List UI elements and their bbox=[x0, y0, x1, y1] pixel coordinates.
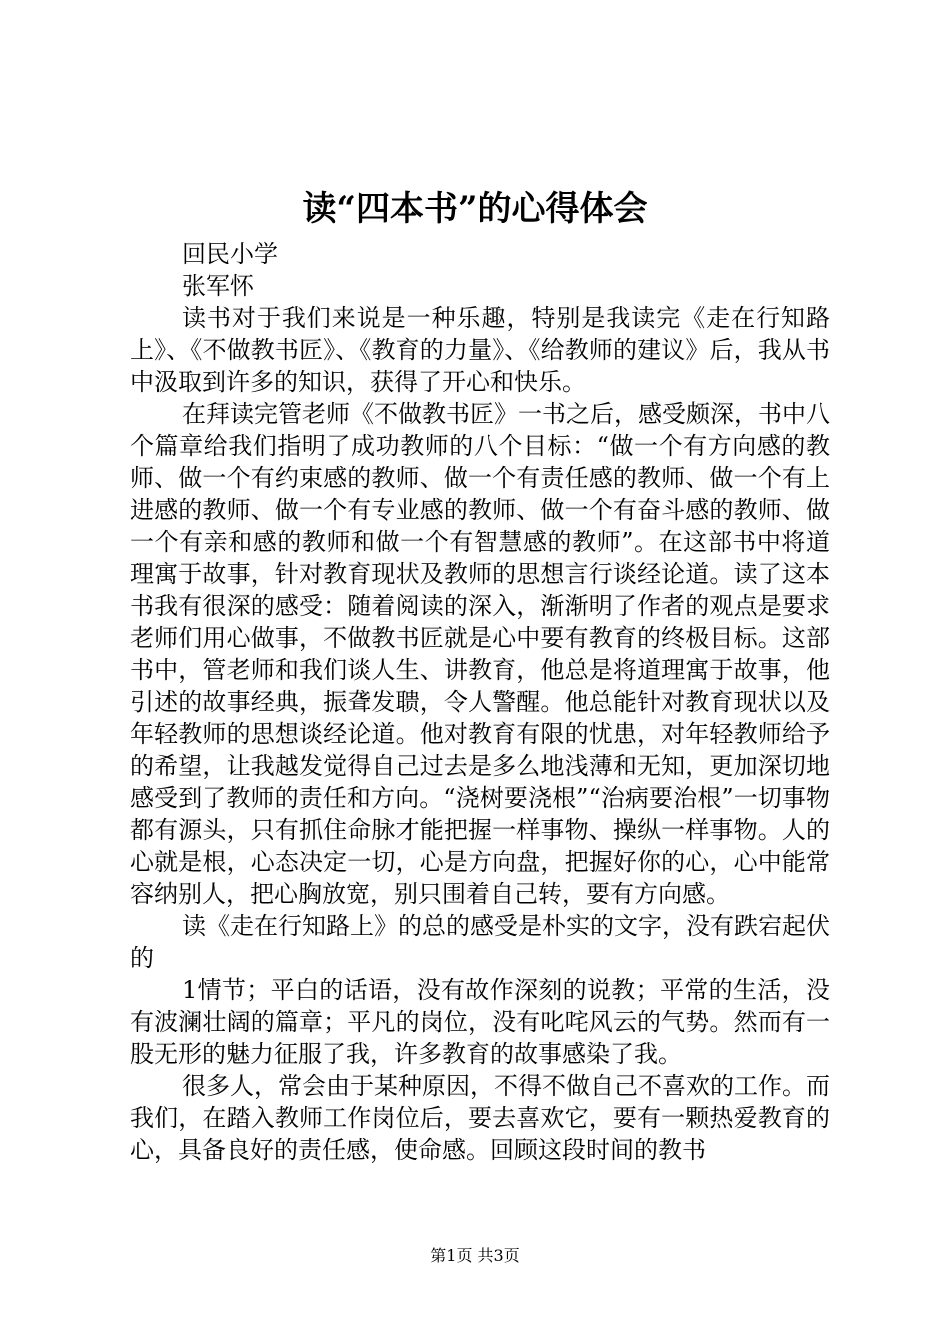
document-title: 读“四本书”的心得体会 bbox=[302, 189, 648, 229]
paragraph: 1情节；平白的话语，没有故作深刻的说教；平常的生活，没有波澜壮阔的篇章；平凡的岗位，没有叱咤风云的气势。然而有一股无形的魅力征服了我，许多教育的故事感染了我。 bbox=[130, 976, 830, 1068]
paragraph: 在拜读完管老师《不做教书匠》一书之后，感受颇深，书中八个篇章给我们指明了成功教师的八个目标：“做一个有方向感的教师、做一个有约束感的教师、做一个有责任感的教师、做一个有上进感的教师、做一个有专业感的教师、做一个有奋斗感的教师、做一个有亲和感的教师和做一个有智慧感的教师”。在这部书中将道理寓于故事，针对教育现状及教师的思想言行谈经论道。读了这本书我有很深的感受：随着阅读的深入，渐渐明了作者的观点是要求老师们用心做事，不做教书匠就是心中要有教育的终极目标。这部书中，管老师和我们谈人生、讲教育，他总是将道理寓于故事，他引述的故事经典，振聋发聩，令人警醒。他总能针对教育现状以及年轻教师的思想谈经论道。他对教育有限的忧患，对年轻教师给予的希望，让我越发觉得自己过去是多么地浅薄和无知，更加深切地感受到了教师的责任和方向。“浇树要浇根”“治病要治根”一切事物都有源头，只有抓住命脉才能把握一样事物、操纵一样事物。人的心就是根，心态决定一切，心是方向盘，把握好你的心，心中能常容纳别人，把心胸放宽，别只围着自己转，要有方向感。 bbox=[130, 400, 830, 908]
author-line: 张军怀 bbox=[182, 272, 254, 300]
paragraph: 读《走在行知路上》的总的感受是朴实的文字，没有跌宕起伏的 bbox=[130, 912, 830, 972]
paragraph: 很多人，常会由于某种原因，不得不做自己不喜欢的工作。而我们，在踏入教师工作岗位后，要去喜欢它，要有一颗热爱教育的心，具备良好的责任感，使命感。回顾这段时间的教书 bbox=[130, 1072, 830, 1164]
paragraph: 读书对于我们来说是一种乐趣，特别是我读完《走在行知路上》、《不做教书匠》、《教育的力量》、《给教师的建议》后，我从书中汲取到许多的知识，获得了开心和快乐。 bbox=[130, 304, 830, 396]
school-line: 回民小学 bbox=[182, 240, 278, 268]
document-body bbox=[130, 238, 830, 1166]
page-footer: 第1页 共3页 bbox=[430, 1246, 520, 1265]
